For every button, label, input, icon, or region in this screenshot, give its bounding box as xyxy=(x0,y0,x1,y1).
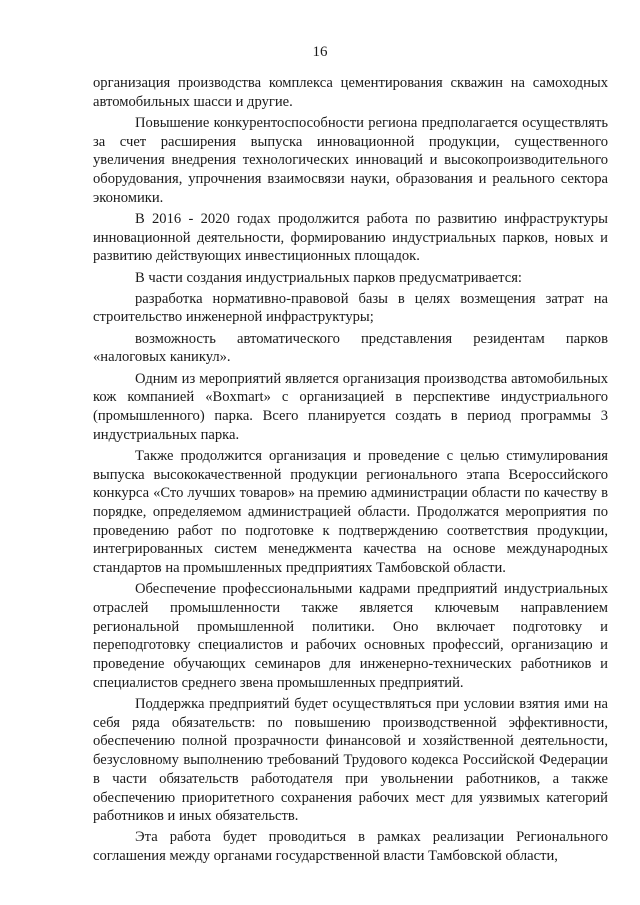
paragraph: Обеспечение профессиональными кадрами предприятий индустриальных отраслей промышленности также является ключевым направлением региональной промышленной политики. Оно включает подготовку и переподготовку специалистов и рабочих основных профессий, организацию и проведение обучающих семинаров для инженерно-технических работников и специалистов среднего звена промышленных предприятий. xyxy=(93,581,608,691)
paragraph: организация производства комплекса цементирования скважин на самоходных автомобильных шасси и другие. xyxy=(93,75,608,110)
paragraph: Повышение конкурентоспособности региона предполагается осуществлять за счет расширения выпуска инновационной продукции, существенного увеличения внедрения технологических инноваций и высокопроизводительного оборудования, упрочнения взаимосвязи науки, образования и реального сектора экономики. xyxy=(93,114,608,206)
paragraph: В 2016 - 2020 годах продолжится работа по развитию инфраструктуры инновационной деятельности, формированию индустриальных парков, новых и развитию действующих инвестиционных площадок. xyxy=(93,210,608,265)
paragraph: Одним из мероприятий является организация производства автомобильных кож компанией «Boxmart» с организацией в перспективе индустриального (промышленного) парка. Всего планируется создать в период программы 3 индустриальных парка. xyxy=(93,370,608,443)
paragraph: В части создания индустриальных парков предусматривается: xyxy=(135,269,522,286)
paragraph: Эта работа будет проводиться в рамках реализации Регионального соглашения между органами государственной власти Тамбовской области, xyxy=(93,829,608,865)
paragraph: возможность автоматического представления резидентам парков «налоговых каникул». xyxy=(93,330,608,366)
page-number: 16 xyxy=(312,44,328,60)
paragraph: Также продолжится организация и проведение с целью стимулирования выпуска высококачественной продукции регионального этапа Всероссийского конкурса «Сто лучших товаров» на премию администрации области по качеству в порядке, определяемом администрацией области. Продолжатся мероприятия по проведению работ по подготовке к подтверждению соответствия продукции, интегрированных систем менеджмента качества на основе международных стандартов на промышленных предприятиях Тамбовской области. xyxy=(93,447,608,577)
paragraph: Поддержка предприятий будет осуществляться при условии взятия ими на себя ряда обязательств: по повышению производственной эффективности, обеспечению полной прозрачности финансовой и хозяйственной деятельности, безусловному выполнению требований Трудового кодекса Российской Федерации в части обязательств работодателя при увольнении работников, а также обеспечению приоритетного сохранения рабочих мест для уязвимых категорий работников и иных обязательств. xyxy=(93,696,608,825)
document-body xyxy=(93,74,608,868)
paragraph: разработка нормативно-правовой базы в целях возмещения затрат на строительство инженерной инфраструктуры; xyxy=(93,290,608,326)
